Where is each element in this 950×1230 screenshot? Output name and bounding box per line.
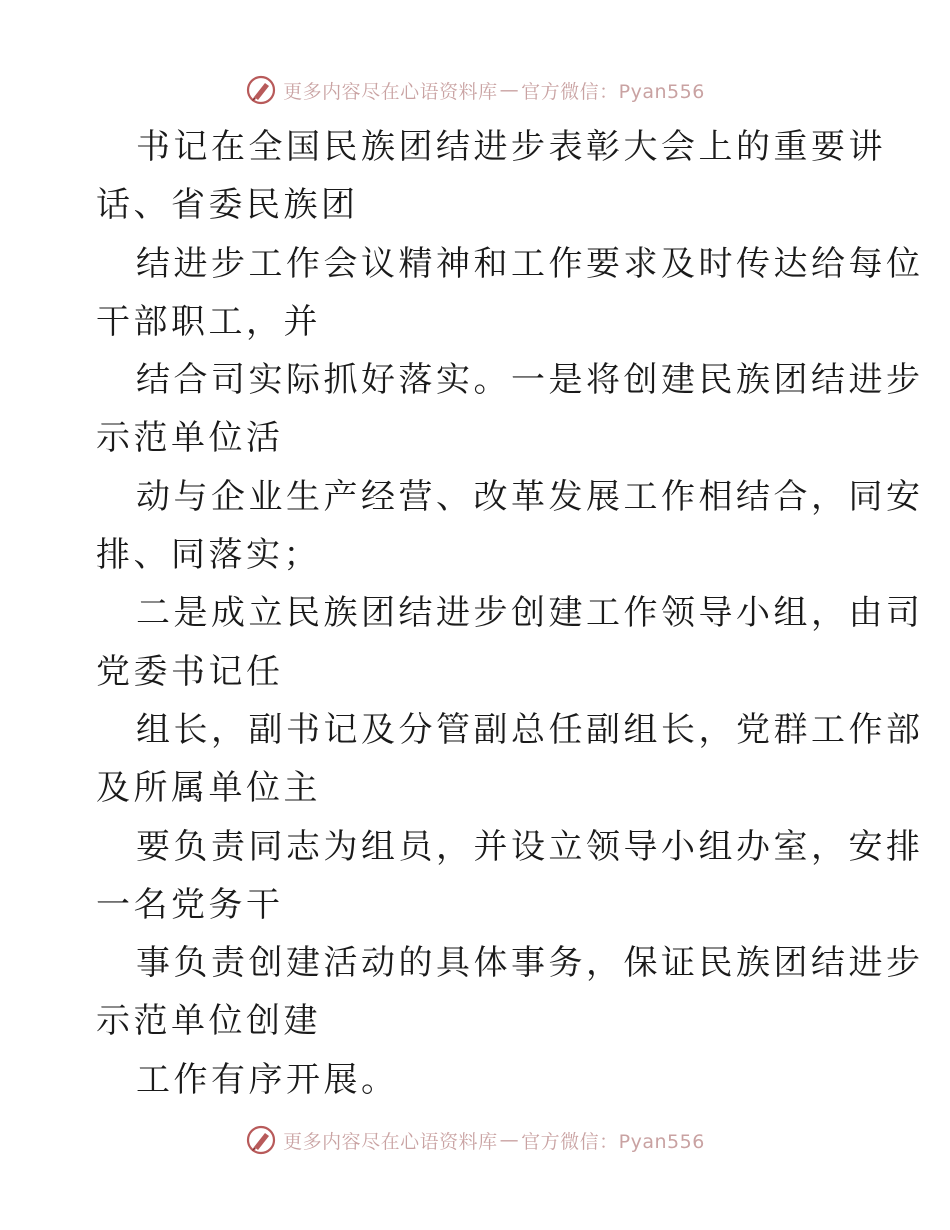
watermark-contact: 官方微信：Pyan556 xyxy=(521,1130,705,1153)
text-line: 干部职工，并 xyxy=(96,301,321,342)
text-line: 一名党务干 xyxy=(96,884,284,925)
text-line: 排、同落实； xyxy=(96,535,321,576)
text-line: 工作有序开展。 xyxy=(136,1059,399,1100)
text-line: 及所属单位主 xyxy=(96,768,321,809)
watermark-contact: 官方微信：Pyan556 xyxy=(521,80,705,103)
text-line: 结合司实际抓好落实。一是将创建民族团结进步 xyxy=(136,360,924,401)
document-body xyxy=(96,118,924,1109)
footer-watermark xyxy=(0,1120,950,1160)
watermark-text: 更多内容尽在心语资料库 xyxy=(283,1130,498,1153)
text-line: 书记在全国民族团结进步表彰大会上的重要讲 xyxy=(136,127,886,167)
text-line: 示范单位活 xyxy=(96,418,284,459)
text-line: 动与企业生产经营、改革发展工作相结合，同安 xyxy=(136,476,924,517)
text-line: 组长，副书记及分管副总任副组长，党群工作部 xyxy=(136,709,924,750)
watermark-text: 更多内容尽在心语资料库 xyxy=(283,80,498,103)
text-line: 示范单位创建 xyxy=(96,1001,321,1042)
pen-logo-icon xyxy=(245,1124,277,1156)
watermark-separator: — xyxy=(499,1129,520,1151)
pen-logo-icon xyxy=(245,74,277,106)
text-line: 结进步工作会议精神和工作要求及时传达给每位 xyxy=(136,243,924,284)
text-line: 二是成立民族团结进步创建工作领导小组，由司 xyxy=(136,593,924,634)
text-line: 党委书记任 xyxy=(96,651,284,692)
text-line: 事负责创建活动的具体事务，保证民族团结进步 xyxy=(136,943,924,984)
header-watermark xyxy=(0,70,950,110)
text-line: 要负责同志为组员，并设立领导小组办室，安排 xyxy=(136,826,924,867)
watermark-separator: — xyxy=(499,79,520,101)
text-line: 话、省委民族团 xyxy=(96,185,359,226)
